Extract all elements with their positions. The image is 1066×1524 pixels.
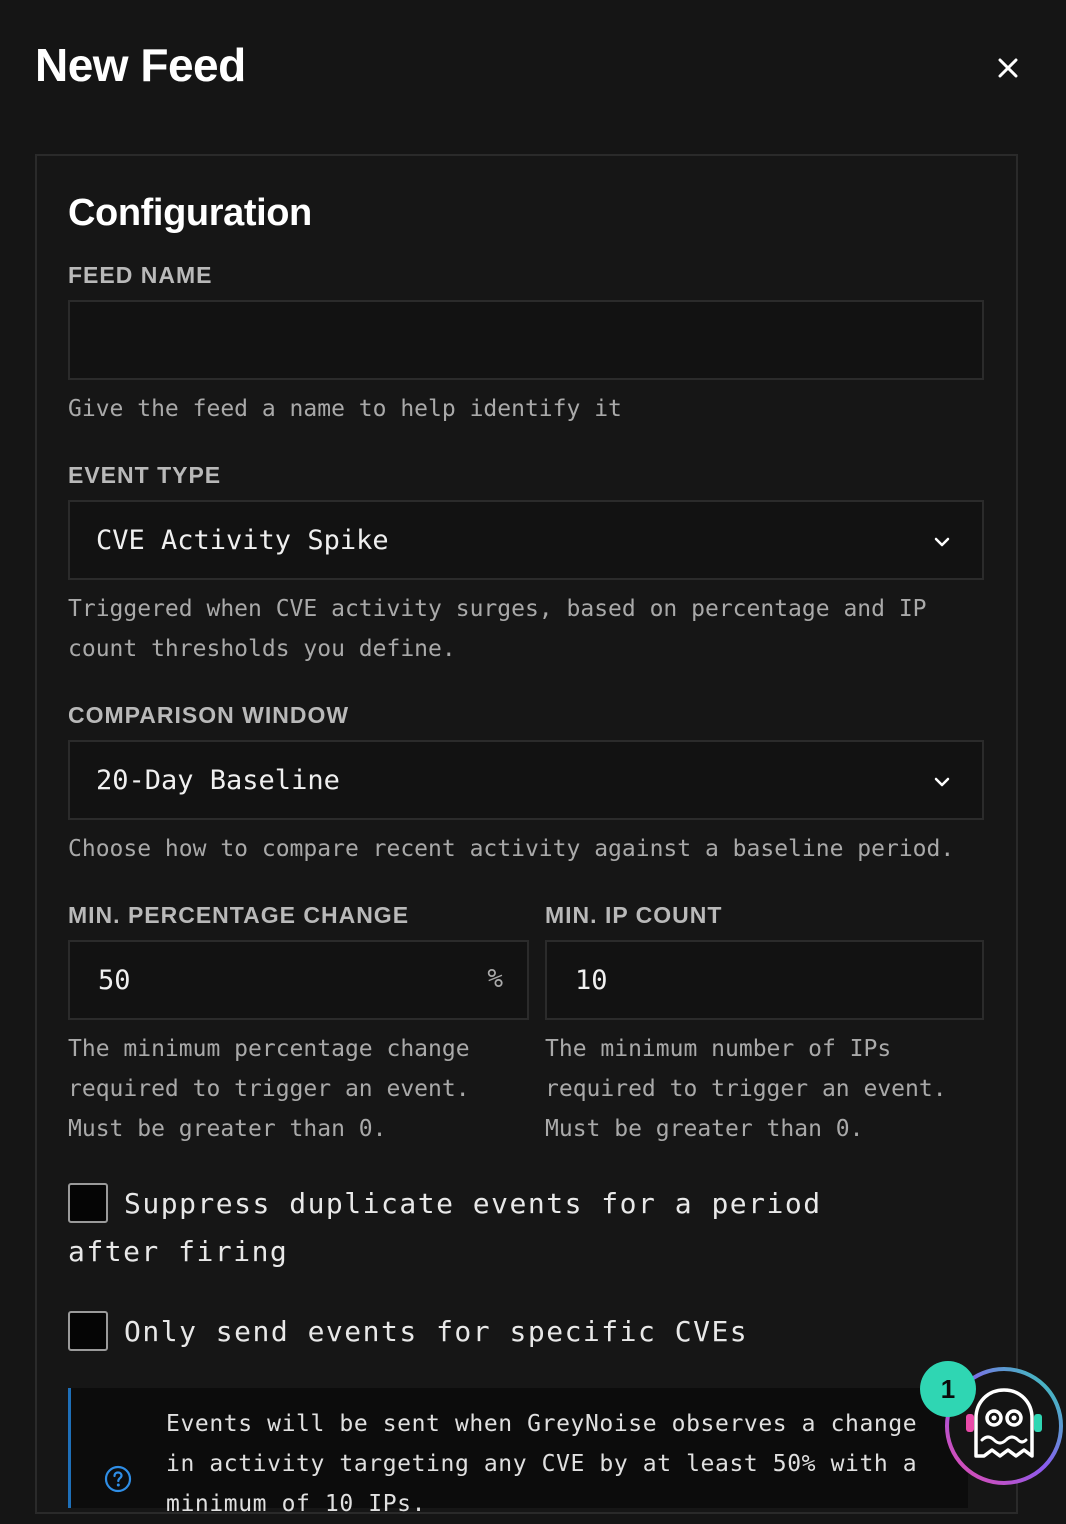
specific-cves-checkbox[interactable] [68,1311,108,1351]
min-ip-count-value: 10 [575,964,608,996]
comparison-window-help: Choose how to compare recent activity against a baseline period. [68,836,955,862]
chevron-down-icon [930,530,954,554]
suppress-duplicates-label[interactable]: Suppress duplicate events for a period after firing [68,1187,822,1268]
event-type-label: EVENT TYPE [68,462,222,488]
dialog-title: New Feed [35,39,246,91]
specific-cves-label[interactable]: Only send events for specific CVEs [124,1315,749,1348]
event-type-select[interactable] [68,500,984,580]
min-percentage-value: 50 [98,964,131,996]
feed-name-label: FEED NAME [68,262,213,288]
min-percentage-help: The minimum percentage change required to trigger an event. Must be greater than 0. [68,1036,470,1142]
min-percentage-label: MIN. PERCENTAGE CHANGE [68,902,410,928]
question-circle-icon [104,1465,132,1493]
notification-badge: 1 [920,1361,976,1417]
comparison-window-label: COMPARISON WINDOW [68,702,350,728]
feed-name-help: Give the feed a name to help identify it [68,396,622,422]
chevron-down-icon [930,770,954,794]
close-button[interactable] [992,52,1024,84]
close-icon [997,57,1019,79]
comparison-window-value: 20-Day Baseline [96,764,340,796]
min-percentage-input[interactable] [68,940,529,1020]
min-ip-count-label: MIN. IP COUNT [545,902,723,928]
event-type-help: Triggered when CVE activity surges, based on percentage and IP count thresholds you define. [68,596,927,662]
min-ip-count-help: The minimum number of IPs required to trigger an event. Must be greater than 0. [545,1036,947,1142]
event-type-value: CVE Activity Spike [96,524,389,556]
feed-name-input[interactable] [68,300,984,380]
comparison-window-select[interactable] [68,740,984,820]
section-title: Configuration [68,192,312,234]
min-ip-count-input[interactable] [545,940,984,1020]
percent-suffix: % [487,964,503,994]
summary-text: Events will be sent when GreyNoise observes a change in activity targeting any CVE by at least 50% with a minimum of 10 IPs. [166,1411,918,1517]
